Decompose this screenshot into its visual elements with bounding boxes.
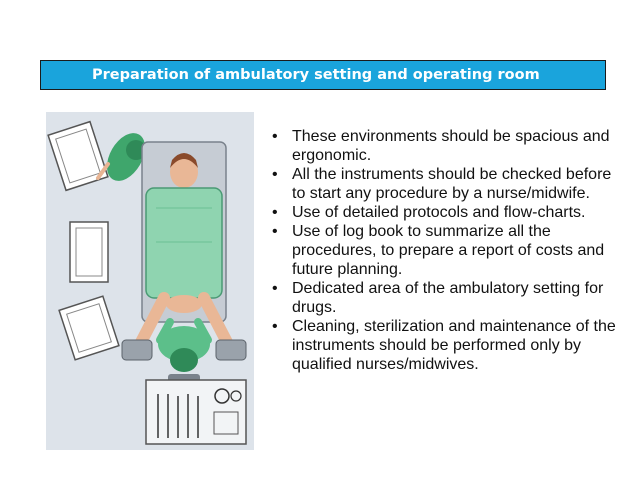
page-title: Preparation of ambulatory setting and operating room	[92, 67, 540, 83]
operating-room-illustration	[46, 112, 254, 450]
list-item: • Use of log book to summarize all the procedures, to prepare a report of costs and future planning.	[272, 222, 622, 279]
list-item: • Dedicated area of the ambulatory setting for drugs.	[272, 279, 622, 317]
list-item: • Cleaning, sterilization and maintenance of the instruments should be performed only by qualified nurses/midwives.	[272, 317, 622, 374]
list-item: • All the instruments should be checked before to start any procedure by a nurse/midwife.	[272, 165, 622, 203]
bullet-list	[272, 127, 622, 374]
instrument-tray-icon	[146, 380, 246, 444]
list-item: • These environments should be spacious and ergonomic.	[272, 127, 622, 165]
title-bar	[40, 60, 606, 90]
list-item: • Use of detailed protocols and flow-charts.	[272, 203, 622, 222]
